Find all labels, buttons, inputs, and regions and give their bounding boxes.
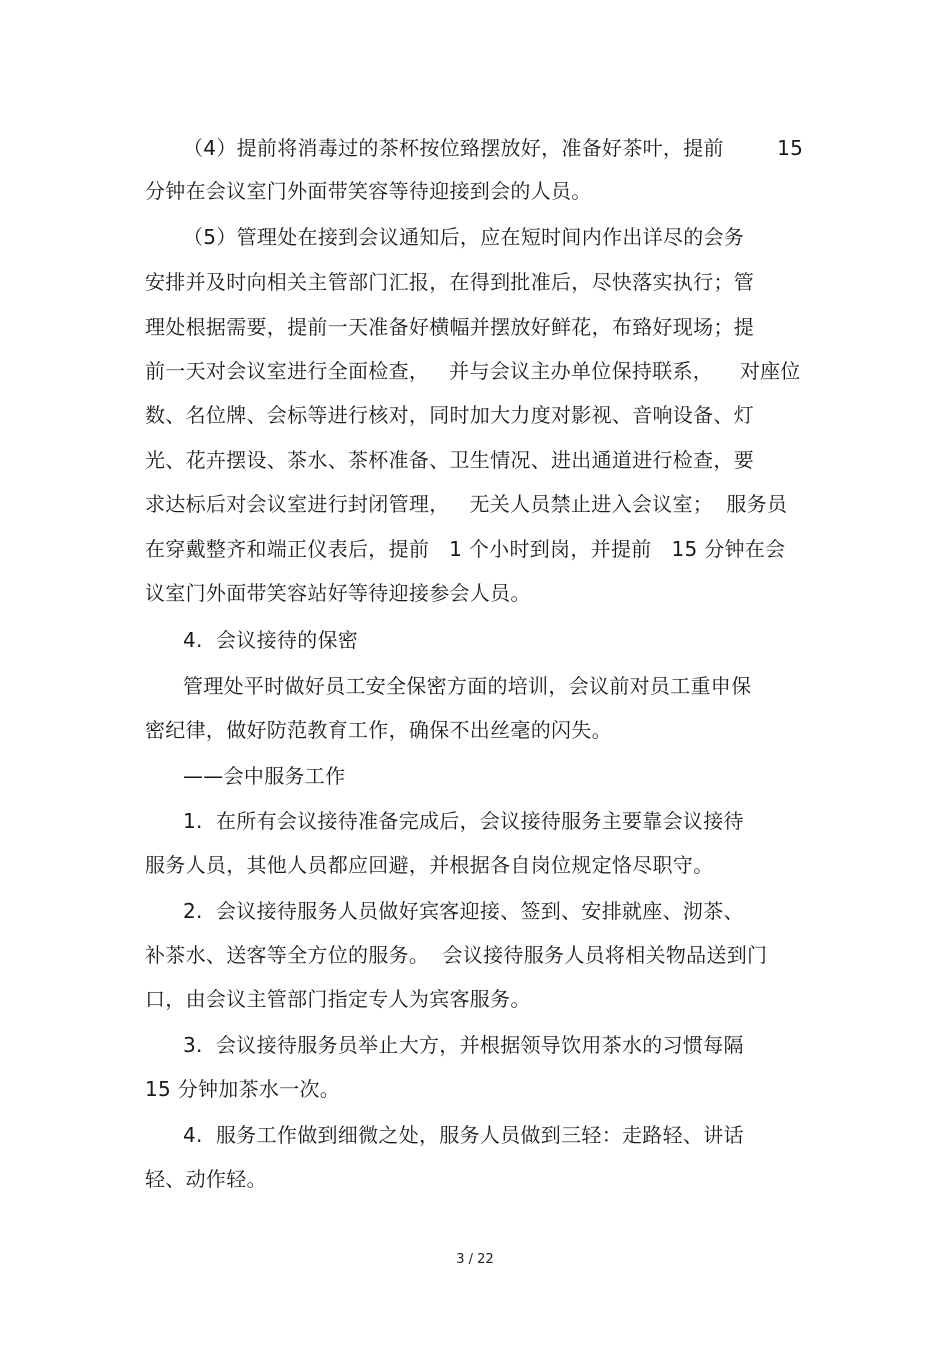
paragraph-line: 议室门外面带笑容站好等待迎接参会人员。 xyxy=(145,581,531,605)
section-heading: 4. 会议接待的保密 xyxy=(183,628,359,652)
paragraph-line: （5）管理处在接到会议通知后，应在短时间内作出详尽的会务 xyxy=(183,225,745,249)
paragraph-line: 前一天对会议室进行全面检查， 并与会议主办单位保持联系， 对座位 xyxy=(145,359,801,383)
paragraph-line: 轻、动作轻。 xyxy=(145,1167,267,1191)
paragraph-line: 理处根据需要，提前一天准备好横幅并摆放好鲜花，布臵好现场；提 xyxy=(145,315,754,339)
section-heading: ——会中服务工作 xyxy=(183,764,346,788)
paragraph-line: 数、名位牌、会标等进行核对，同时加大力度对影视、音响设备、灯 xyxy=(145,403,754,427)
paragraph-line: 4. 服务工作做到细微之处，服务人员做到三轻：走路轻、讲话 xyxy=(183,1123,744,1147)
paragraph-line: 补茶水、送客等全方位的服务。 会议接待服务人员将相关物品送到门 xyxy=(145,943,768,967)
paragraph-line: 在穿戴整齐和端正仪表后，提前 1 个小时到岗，并提前 15 分钟在会 xyxy=(145,537,786,561)
paragraph-line: 3. 会议接待服务员举止大方，并根据领导饮用茶水的习惯每隔 xyxy=(183,1033,744,1057)
paragraph-line: 光、花卉摆设、茶水、茶杯准备、卫生情况、进出通道进行检查，要 xyxy=(145,448,754,472)
paragraph-line: （4）提前将消毒过的茶杯按位臵摆放好，准备好茶叶，提前 15 xyxy=(183,136,804,160)
paragraph-line: 管理处平时做好员工安全保密方面的培训，会议前对员工重申保 xyxy=(183,674,752,698)
paragraph-line: 1. 在所有会议接待准备完成后，会议接待服务主要靠会议接待 xyxy=(183,809,744,833)
paragraph-line: 密纪律，做好防范教育工作，确保不出丝毫的闪失。 xyxy=(145,718,612,742)
paragraph-line: 2. 会议接待服务人员做好宾客迎接、签到、安排就座、沏茶、 xyxy=(183,899,744,923)
page-number: 3 / 22 xyxy=(456,1252,494,1267)
paragraph-line: 分钟在会议室门外面带笑容等待迎接到会的人员。 xyxy=(145,179,592,203)
paragraph-line: 口，由会议主管部门指定专人为宾客服务。 xyxy=(145,987,531,1011)
paragraph-line: 15 分钟加茶水一次。 xyxy=(145,1077,341,1101)
paragraph-line: 安排并及时向相关主管部门汇报，在得到批准后，尽快落实执行；管 xyxy=(145,270,754,294)
paragraph-line: 服务人员，其他人员都应回避，并根据各自岗位规定恪尽职守。 xyxy=(145,853,714,877)
paragraph-line: 求达标后对会议室进行封闭管理， 无关人员禁止进入会议室； 服务员 xyxy=(145,492,788,516)
